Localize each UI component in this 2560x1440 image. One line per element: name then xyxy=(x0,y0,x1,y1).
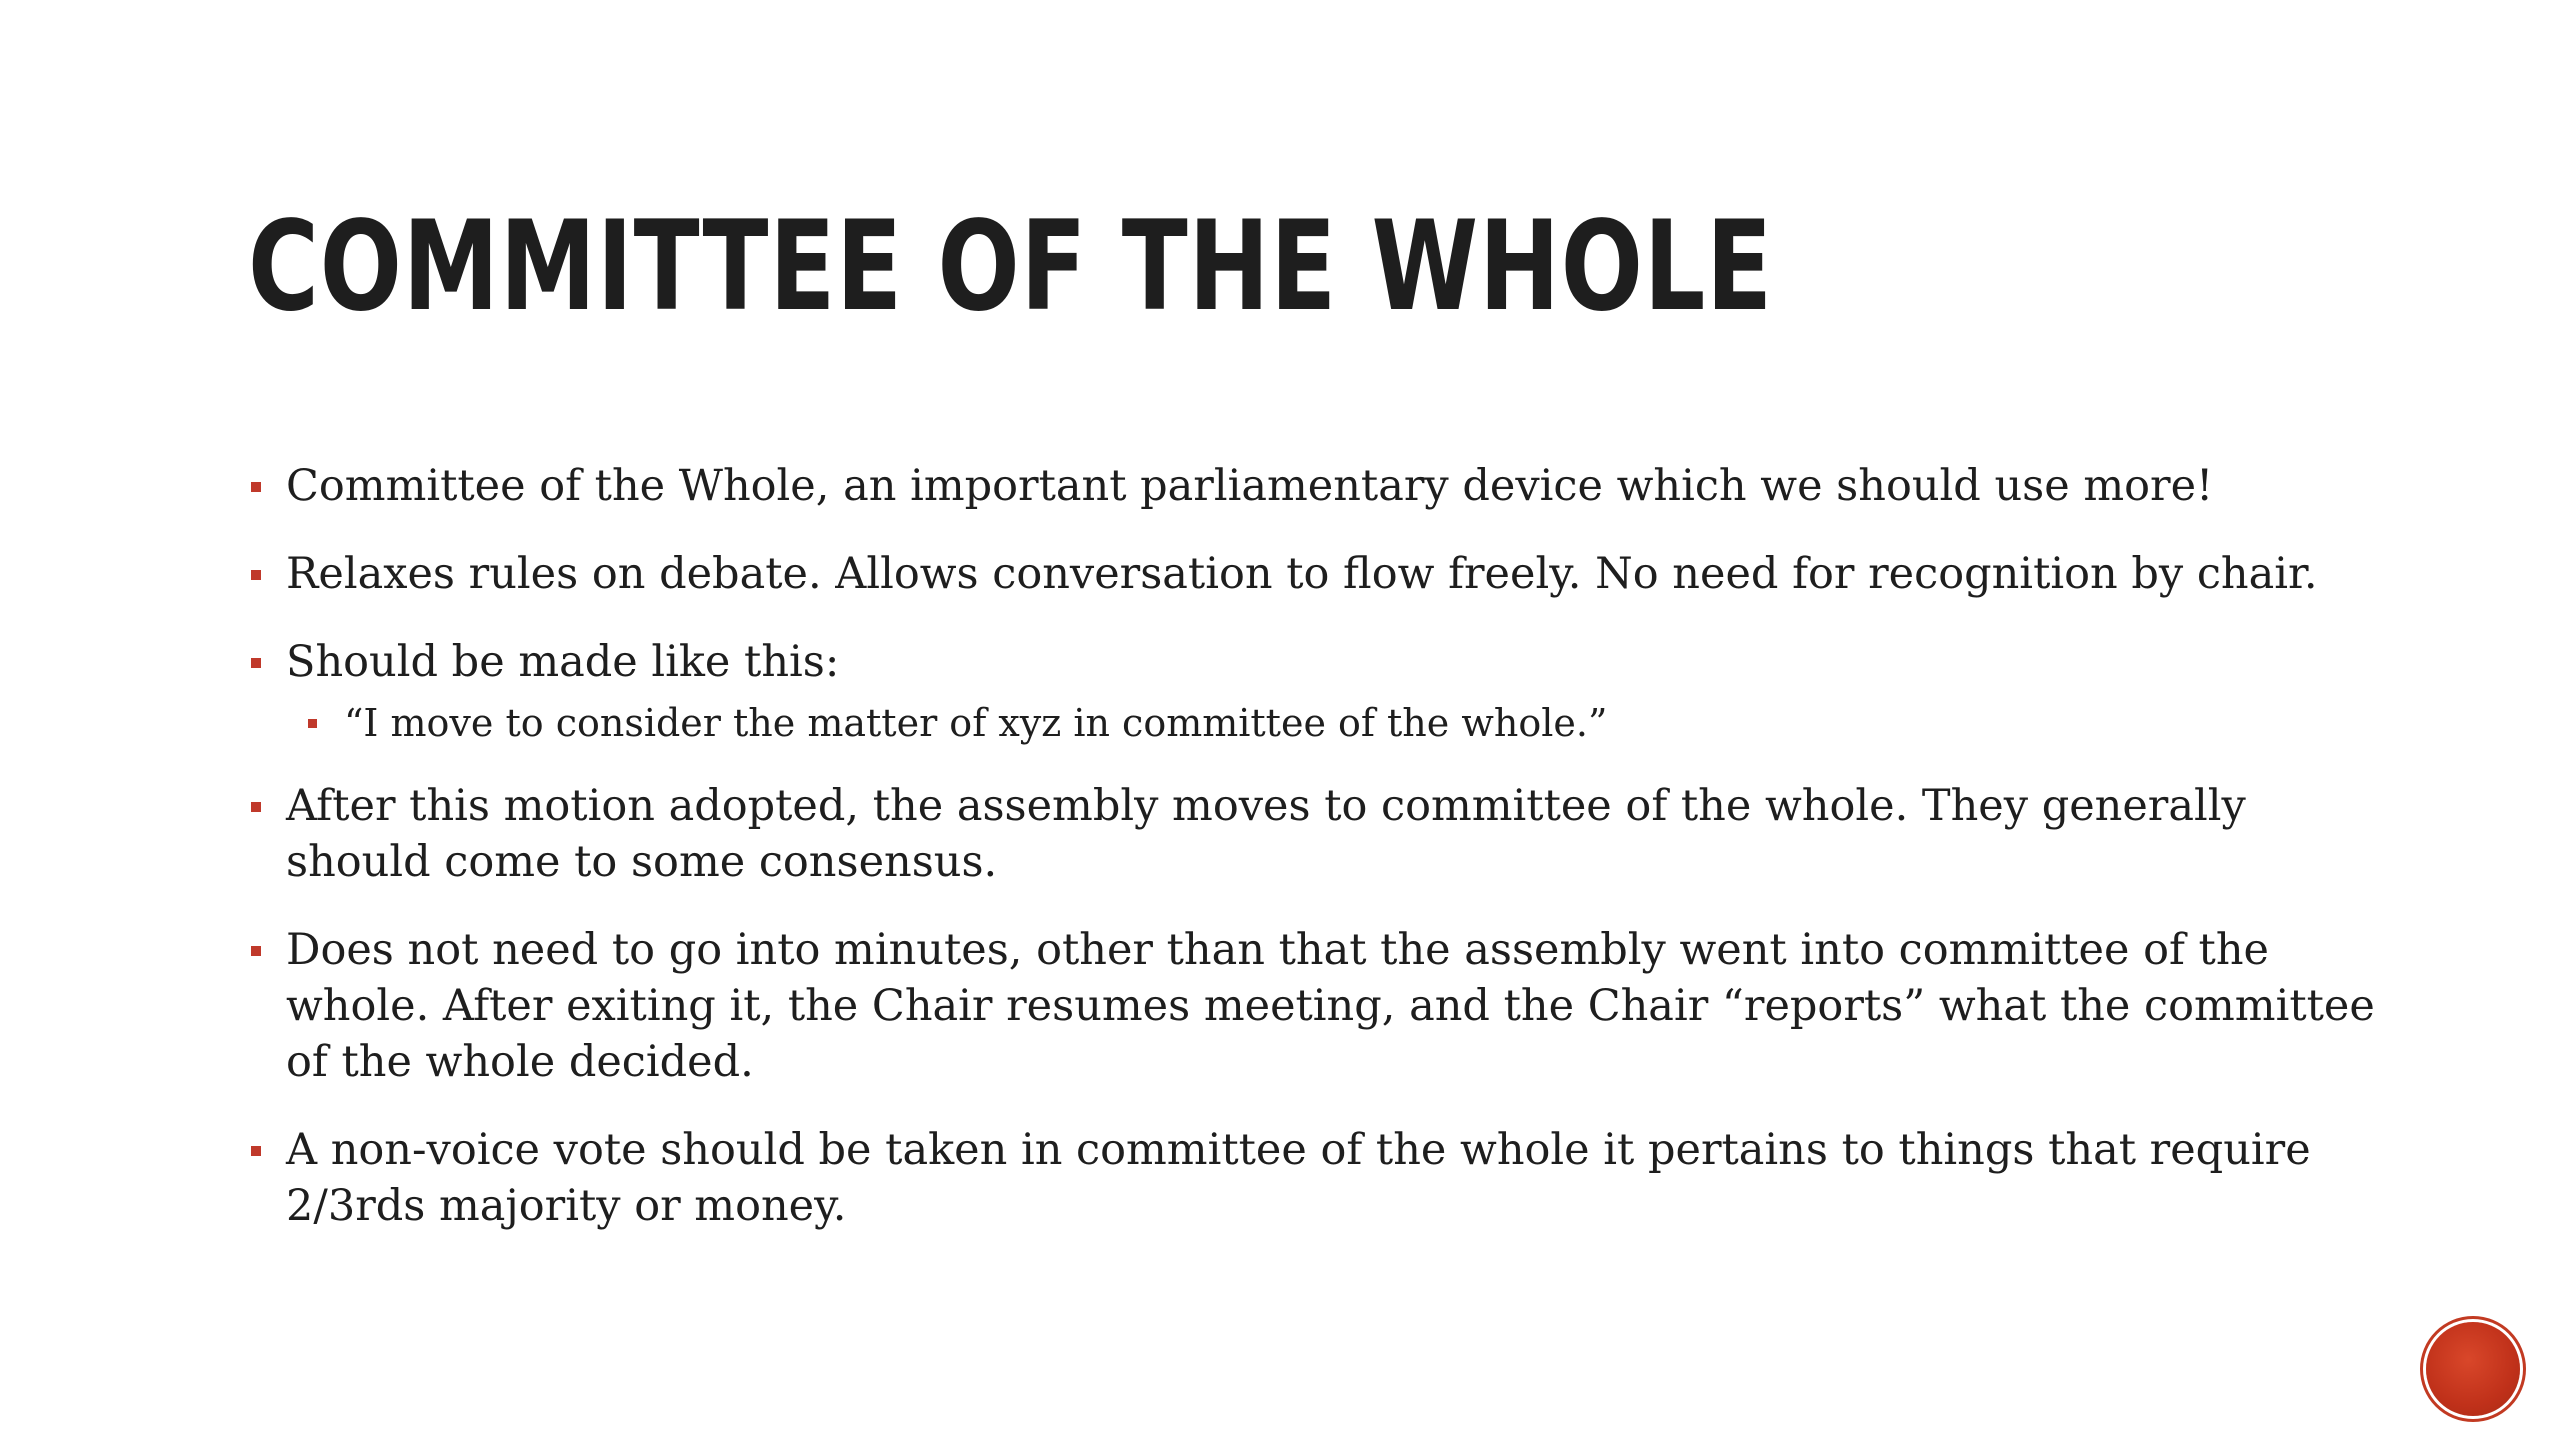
sub-bullet-item xyxy=(286,696,2378,750)
square-bullet-icon xyxy=(251,570,261,580)
bullet-text: Does not need to go into minutes, other than that the assembly went into committee of the whole. After exiting it, the Chair resumes meeting, and the Chair “reports” what the committee of the whole decided. xyxy=(286,925,2375,1087)
bullet-list xyxy=(248,458,2378,1234)
bullet-item xyxy=(248,546,2378,602)
square-bullet-icon xyxy=(251,802,261,812)
bullet-item xyxy=(248,634,2378,750)
bullet-text: A non-voice vote should be taken in committee of the whole it pertains to things that require 2/3rds majority or money. xyxy=(286,1125,2311,1231)
square-bullet-icon xyxy=(308,719,317,728)
bullet-text: After this motion adopted, the assembly moves to committee of the whole. They generally should come to some consensus. xyxy=(286,781,2246,887)
sub-bullet-text: “I move to consider the matter of xyz in committee of the whole.” xyxy=(344,701,1608,745)
slide-content xyxy=(248,458,2378,1266)
square-bullet-icon xyxy=(251,946,261,956)
bullet-text: Relaxes rules on debate. Allows conversation to flow freely. No need for recognition by chair. xyxy=(286,549,2318,599)
sub-bullet-list xyxy=(286,696,2378,750)
bullet-item xyxy=(248,1122,2378,1234)
bullet-text: Committee of the Whole, an important parliamentary device which we should use more! xyxy=(286,461,2214,511)
bullet-item xyxy=(248,922,2378,1090)
bullet-item xyxy=(248,458,2378,514)
bullet-text: Should be made like this: xyxy=(286,637,840,687)
square-bullet-icon xyxy=(251,1146,261,1156)
slide-nav-circle-icon[interactable] xyxy=(2426,1322,2520,1416)
bullet-item xyxy=(248,778,2378,890)
slide-title: COMMITTEE OF THE WHOLE xyxy=(248,195,1774,339)
square-bullet-icon xyxy=(251,658,261,668)
square-bullet-icon xyxy=(251,482,261,492)
